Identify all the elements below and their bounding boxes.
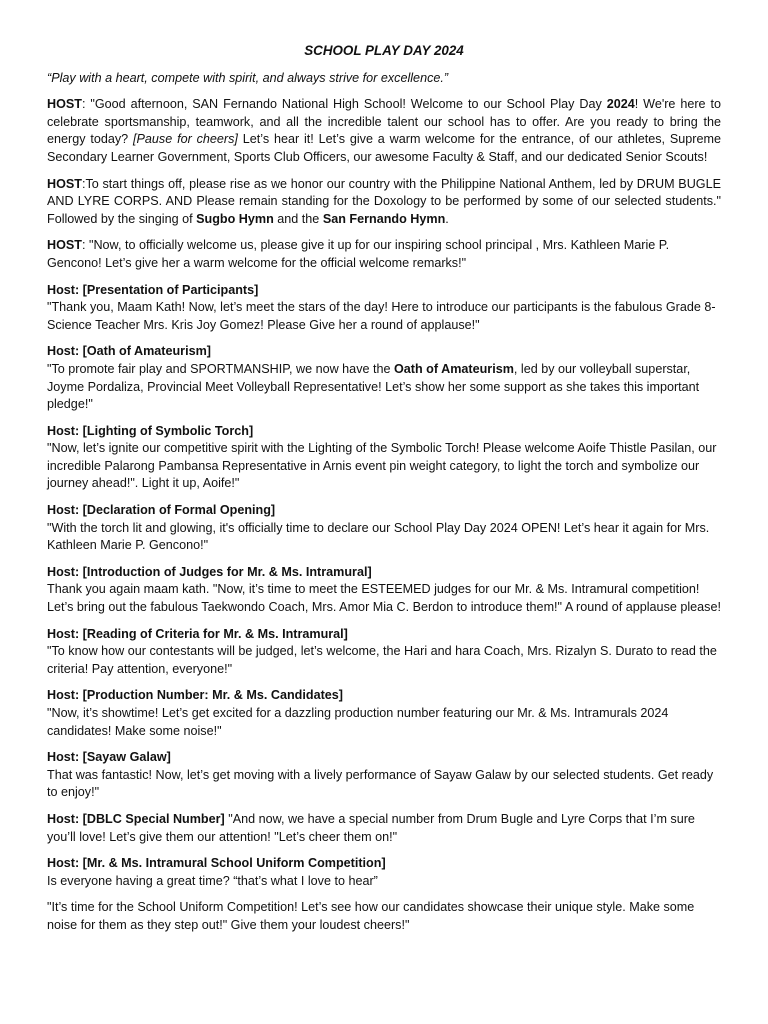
section-sayaw-galaw: Host: [Sayaw Galaw] That was fantastic! Now, let’s get moving with a lively performance of Sayaw Galaw by our selected students. Get ready to enjoy!" xyxy=(47,749,721,802)
section-heading: Host: [Sayaw Galaw] xyxy=(47,750,171,765)
section-lighting-of-torch: Host: [Lighting of Symbolic Torch] "Now, let’s ignite our competitive spirit with the Lighting of the Symbolic Torch! Please welcome Aoife Thistle Pasilan, our incredible Palarong Pambansa Representative in Arnis event pin weight category, to light the torch and symbolize our journey ahead!". Light it up, Aoife!" xyxy=(47,423,721,493)
section-heading: Host: [DBLC Special Number] xyxy=(47,811,225,826)
section-reading-of-criteria: Host: [Reading of Criteria for Mr. & Ms. Intramural] "To know how our contestants will be judged, let’s welcome, the Hari and hara Coach, Mrs. Rizalyn S. Durato to read the criteria! Pay attention, everyone!" xyxy=(47,626,721,679)
section-production-number: Host: [Production Number: Mr. & Ms. Candidates] "Now, it’s showtime! Let’s get excited for a dazzling production number featuring our Mr. & Ms. Intramurals 2024 candidates! Make some noise!" xyxy=(47,687,721,740)
speaker-label: HOST xyxy=(47,97,82,112)
document-title: SCHOOL PLAY DAY 2024 xyxy=(304,43,464,58)
speaker-label: HOST xyxy=(47,176,82,191)
host-anthem-paragraph: HOST:To start things off, please rise as we honor our country with the Philippine National Anthem, led by DRUM BUGLE AND LYRE CORPS. AND Please remain standing for the Doxology to be performed by some of our selected students." Followed by the singing of Sugbo Hymn and the San Fernando Hymn. xyxy=(47,176,721,226)
section-heading: Host: [Reading of Criteria for Mr. & Ms. Intramural] xyxy=(47,626,348,641)
section-dblc-special-number: Host: [DBLC Special Number] "And now, we have a special number from Drum Bugle and Lyre Corps that I’m sure you’ll love! Let’s give them our attention! "Let’s cheer them on!" xyxy=(47,811,695,844)
closing-paragraph: "It’s time for the School Uniform Competition! Let’s see how our candidates showcase their unique style. Make some noise for them as they step out!" Give them your loudest cheers!" xyxy=(47,900,695,932)
stage-direction: [Pause for cheers] xyxy=(133,132,238,147)
section-heading: Host: [Mr. & Ms. Intramural School Uniform Competition] xyxy=(47,856,386,871)
section-heading: Host: [Introduction of Judges for Mr. & Ms. Intramural] xyxy=(47,564,372,579)
host-welcome-paragraph: HOST: "Good afternoon, SAN Fernando National High School! Welcome to our School Play Day 2024! We're here to celebrate sportsmanship, teamwork, and all the incredible talent our school has to offer. Are you ready to bring the energy today? [Pause for cheers] Let’s hear it! Let’s give a warm welcome for the entrance, of our athletes, Supreme Secondary Learner Government, Sports Club Officers, our awesome Faculty & Staff, and our dedicated Senior Scouts! xyxy=(47,97,721,164)
section-heading: Host: [Oath of Amateurism] xyxy=(47,344,211,359)
section-heading: Host: [Production Number: Mr. & Ms. Candidates] xyxy=(47,688,343,703)
section-school-uniform-competition: Host: [Mr. & Ms. Intramural School Uniform Competition] Is everyone having a great time? “that’s what I love to hear” xyxy=(47,855,721,890)
section-formal-opening: Host: [Declaration of Formal Opening] "With the torch lit and glowing, it's officially time to declare our School Play Day 2024 OPEN! Let’s hear it again for Mrs. Kathleen Marie P. Gencono!" xyxy=(47,502,721,555)
section-oath-of-amateurism: Host: [Oath of Amateurism] "To promote fair play and SPORTMANSHIP, we now have the Oath of Amateurism, led by our volleyball superstar, Joyme Pordaliza, Provincial Meet Volleyball Representative! Let’s show her some support as she takes this important pledge!" xyxy=(47,343,721,413)
motto-quote: “Play with a heart, compete with spirit, and always strive for excellence.” xyxy=(47,70,449,85)
section-heading: Host: [Lighting of Symbolic Torch] xyxy=(47,423,254,438)
speaker-label: HOST xyxy=(47,238,82,253)
section-heading: Host: [Declaration of Formal Opening] xyxy=(47,503,276,518)
section-introduction-of-judges: Host: [Introduction of Judges for Mr. & Ms. Intramural] Thank you again maam kath. "Now, it’s time to meet the ESTEEMED judges for our Mr. & Ms. Intramural competition! Let’s bring out the fabulous Taekwondo Coach, Mrs. Amor Mia C. Berdon to introduce them!" A round of applause please! xyxy=(47,564,721,615)
section-presentation-of-participants: Host: [Presentation of Participants] "Thank you, Maam Kath! Now, let’s meet the stars of the day! Here to introduce our participants is the fabulous Grade 8-Science Teacher Mrs. Kris Joy Gomez! Please Give her a round of applause!" xyxy=(47,282,721,335)
host-principal-paragraph: HOST: "Now, to officially welcome us, please give it up for our inspiring school principal , Mrs. Kathleen Marie P. Gencono! Let’s give her a warm welcome for the official welcome remarks!" xyxy=(47,238,670,270)
section-heading: Host: [Presentation of Participants] xyxy=(47,282,259,297)
